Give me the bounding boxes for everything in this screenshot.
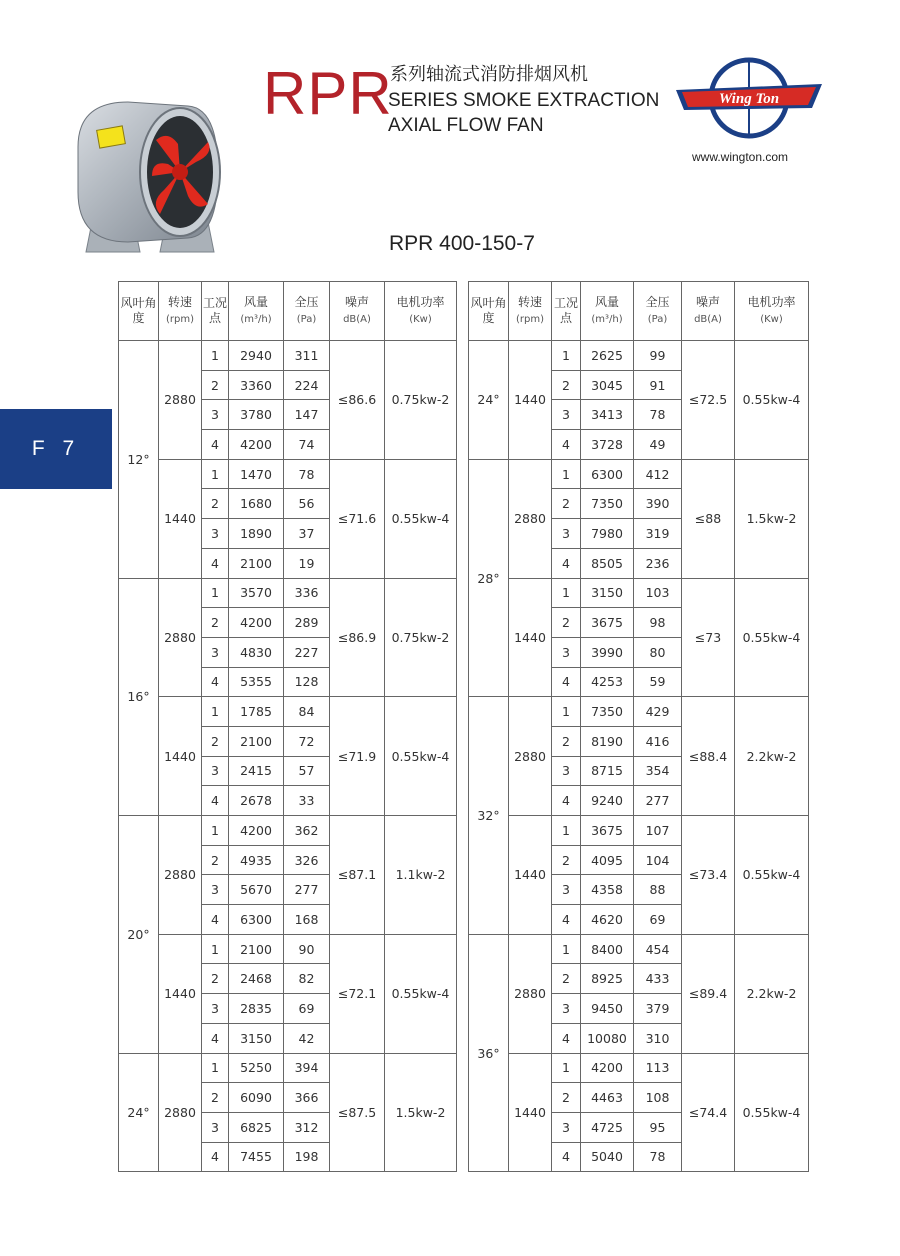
flow-cell: 3150 <box>229 1023 284 1053</box>
point-cell: 4 <box>552 1023 581 1053</box>
power-cell: 0.55kw-4 <box>385 459 457 578</box>
power-cell: 0.55kw-4 <box>735 1053 809 1172</box>
pressure-cell: 198 <box>284 1142 330 1172</box>
speed-cell: 2880 <box>159 341 202 460</box>
flow-cell: 4935 <box>229 845 284 875</box>
table-row <box>119 816 457 846</box>
point-cell: 2 <box>202 489 229 519</box>
header-point: 工况点 <box>552 282 581 341</box>
performance-table-right <box>468 281 809 1172</box>
flow-cell: 7350 <box>581 489 634 519</box>
point-cell: 2 <box>202 964 229 994</box>
point-cell: 1 <box>202 341 229 371</box>
point-cell: 3 <box>552 519 581 549</box>
flow-cell: 2625 <box>581 341 634 371</box>
flow-cell: 8505 <box>581 548 634 578</box>
speed-cell: 2880 <box>509 459 552 578</box>
header-noise: 噪声 dB(A) <box>330 282 385 341</box>
point-cell: 2 <box>202 845 229 875</box>
header-pressure: 全压 (Pa) <box>284 282 330 341</box>
point-cell: 1 <box>552 459 581 489</box>
pressure-cell: 91 <box>634 370 682 400</box>
point-cell: 2 <box>202 1083 229 1113</box>
power-cell: 1.5kw-2 <box>385 1053 457 1172</box>
table-header-row <box>469 282 809 341</box>
flow-cell: 4463 <box>581 1083 634 1113</box>
pressure-cell: 33 <box>284 786 330 816</box>
header-angle: 风叶角度 <box>469 282 509 341</box>
pressure-cell: 88 <box>634 875 682 905</box>
flow-cell: 3150 <box>581 578 634 608</box>
pressure-cell: 19 <box>284 548 330 578</box>
point-cell: 3 <box>552 875 581 905</box>
pressure-cell: 113 <box>634 1053 682 1083</box>
power-cell: 0.75kw-2 <box>385 341 457 460</box>
header-pressure: 全压 (Pa) <box>634 282 682 341</box>
pressure-cell: 310 <box>634 1023 682 1053</box>
point-cell: 2 <box>552 726 581 756</box>
flow-cell: 4253 <box>581 667 634 697</box>
flow-cell: 5040 <box>581 1142 634 1172</box>
flow-cell: 4200 <box>581 1053 634 1083</box>
flow-cell: 1785 <box>229 697 284 727</box>
table-row <box>469 341 809 371</box>
header-power: 电机功率 (Kw) <box>735 282 809 341</box>
noise-cell: ≤71.6 <box>330 459 385 578</box>
header-flow: 风量 (m³/h) <box>229 282 284 341</box>
pressure-cell: 454 <box>634 934 682 964</box>
title-english-line1: SERIES SMOKE EXTRACTION <box>388 90 660 111</box>
pressure-cell: 98 <box>634 608 682 638</box>
angle-cell: 32° <box>469 697 509 935</box>
point-cell: 4 <box>202 667 229 697</box>
point-cell: 4 <box>202 786 229 816</box>
speed-cell: 1440 <box>159 934 202 1053</box>
power-cell: 1.5kw-2 <box>735 459 809 578</box>
speed-cell: 1440 <box>509 816 552 935</box>
table-row <box>119 578 457 608</box>
point-cell: 1 <box>552 578 581 608</box>
point-cell: 1 <box>552 1053 581 1083</box>
speed-cell: 2880 <box>159 816 202 935</box>
point-cell: 4 <box>202 548 229 578</box>
table-row <box>469 459 809 489</box>
point-cell: 1 <box>552 934 581 964</box>
pressure-cell: 277 <box>284 875 330 905</box>
flow-cell: 4200 <box>229 816 284 846</box>
point-cell: 3 <box>202 994 229 1024</box>
svg-text:Wing Ton: Wing Ton <box>718 91 780 107</box>
pressure-cell: 147 <box>284 400 330 430</box>
point-cell: 4 <box>552 667 581 697</box>
speed-cell: 1440 <box>159 459 202 578</box>
pressure-cell: 416 <box>634 726 682 756</box>
flow-cell: 7455 <box>229 1142 284 1172</box>
point-cell: 2 <box>202 370 229 400</box>
flow-cell: 6300 <box>229 905 284 935</box>
noise-cell: ≤88.4 <box>682 697 735 816</box>
noise-cell: ≤74.4 <box>682 1053 735 1172</box>
point-cell: 4 <box>552 786 581 816</box>
point-cell: 1 <box>202 578 229 608</box>
flow-cell: 6300 <box>581 459 634 489</box>
pressure-cell: 80 <box>634 637 682 667</box>
pressure-cell: 74 <box>284 430 330 460</box>
point-cell: 4 <box>552 548 581 578</box>
pressure-cell: 311 <box>284 341 330 371</box>
angle-cell: 24° <box>119 1053 159 1172</box>
flow-cell: 4725 <box>581 1112 634 1142</box>
pressure-cell: 103 <box>634 578 682 608</box>
header-flow: 风量 (m³/h) <box>581 282 634 341</box>
flow-cell: 3360 <box>229 370 284 400</box>
noise-cell: ≤71.9 <box>330 697 385 816</box>
wington-logo <box>676 54 822 146</box>
pressure-cell: 326 <box>284 845 330 875</box>
flow-cell: 5250 <box>229 1053 284 1083</box>
flow-cell: 5355 <box>229 667 284 697</box>
pressure-cell: 72 <box>284 726 330 756</box>
flow-cell: 2100 <box>229 548 284 578</box>
pressure-cell: 69 <box>634 905 682 935</box>
flow-cell: 1680 <box>229 489 284 519</box>
point-cell: 2 <box>552 845 581 875</box>
power-cell: 0.55kw-4 <box>385 934 457 1053</box>
flow-cell: 10080 <box>581 1023 634 1053</box>
pressure-cell: 336 <box>284 578 330 608</box>
angle-cell: 28° <box>469 459 509 697</box>
point-cell: 3 <box>552 637 581 667</box>
flow-cell: 4200 <box>229 430 284 460</box>
pressure-cell: 412 <box>634 459 682 489</box>
flow-cell: 3780 <box>229 400 284 430</box>
pressure-cell: 227 <box>284 637 330 667</box>
point-cell: 3 <box>552 994 581 1024</box>
noise-cell: ≤72.5 <box>682 341 735 460</box>
title-english-line2: AXIAL FLOW FAN <box>388 115 544 136</box>
pressure-cell: 236 <box>634 548 682 578</box>
flow-cell: 3675 <box>581 608 634 638</box>
pressure-cell: 42 <box>284 1023 330 1053</box>
pressure-cell: 37 <box>284 519 330 549</box>
point-cell: 3 <box>202 875 229 905</box>
pressure-cell: 59 <box>634 667 682 697</box>
flow-cell: 2468 <box>229 964 284 994</box>
noise-cell: ≤87.1 <box>330 816 385 935</box>
point-cell: 1 <box>202 1053 229 1083</box>
point-cell: 4 <box>202 1023 229 1053</box>
pressure-cell: 49 <box>634 430 682 460</box>
point-cell: 1 <box>202 934 229 964</box>
point-cell: 4 <box>552 1142 581 1172</box>
flow-cell: 3990 <box>581 637 634 667</box>
point-cell: 4 <box>202 1142 229 1172</box>
table-row <box>469 578 809 608</box>
performance-table-left <box>118 281 457 1172</box>
flow-cell: 9240 <box>581 786 634 816</box>
speed-cell: 1440 <box>159 697 202 816</box>
point-cell: 3 <box>202 637 229 667</box>
table-row <box>119 934 457 964</box>
pressure-cell: 128 <box>284 667 330 697</box>
flow-cell: 4830 <box>229 637 284 667</box>
point-cell: 4 <box>552 430 581 460</box>
table-header-row <box>119 282 457 341</box>
angle-cell: 20° <box>119 816 159 1054</box>
flow-cell: 1470 <box>229 459 284 489</box>
table-row <box>119 1053 457 1083</box>
pressure-cell: 56 <box>284 489 330 519</box>
point-cell: 2 <box>552 1083 581 1113</box>
flow-cell: 2835 <box>229 994 284 1024</box>
flow-cell: 1890 <box>229 519 284 549</box>
speed-cell: 1440 <box>509 578 552 697</box>
speed-cell: 2880 <box>509 697 552 816</box>
pressure-cell: 433 <box>634 964 682 994</box>
pressure-cell: 82 <box>284 964 330 994</box>
flow-cell: 3570 <box>229 578 284 608</box>
flow-cell: 6825 <box>229 1112 284 1142</box>
pressure-cell: 224 <box>284 370 330 400</box>
noise-cell: ≤86.9 <box>330 578 385 697</box>
speed-cell: 2880 <box>159 1053 202 1172</box>
power-cell: 1.1kw-2 <box>385 816 457 935</box>
point-cell: 1 <box>202 816 229 846</box>
flow-cell: 8190 <box>581 726 634 756</box>
power-cell: 2.2kw-2 <box>735 934 809 1053</box>
pressure-cell: 277 <box>634 786 682 816</box>
pressure-cell: 390 <box>634 489 682 519</box>
flow-cell: 6090 <box>229 1083 284 1113</box>
table-row <box>469 697 809 727</box>
pressure-cell: 107 <box>634 816 682 846</box>
point-cell: 3 <box>202 756 229 786</box>
pressure-cell: 289 <box>284 608 330 638</box>
noise-cell: ≤87.5 <box>330 1053 385 1172</box>
point-cell: 3 <box>202 400 229 430</box>
angle-cell: 12° <box>119 341 159 579</box>
point-cell: 4 <box>202 905 229 935</box>
flow-cell: 2100 <box>229 934 284 964</box>
pressure-cell: 69 <box>284 994 330 1024</box>
noise-cell: ≤73 <box>682 578 735 697</box>
pressure-cell: 429 <box>634 697 682 727</box>
point-cell: 1 <box>552 341 581 371</box>
point-cell: 2 <box>552 964 581 994</box>
section-tab: F 7 <box>0 409 112 489</box>
pressure-cell: 362 <box>284 816 330 846</box>
noise-cell: ≤86.6 <box>330 341 385 460</box>
point-cell: 3 <box>202 519 229 549</box>
header-speed: 转速 (rpm) <box>159 282 202 341</box>
power-cell: 0.55kw-4 <box>735 578 809 697</box>
fan-product-photo <box>68 92 228 260</box>
flow-cell: 4620 <box>581 905 634 935</box>
noise-cell: ≤89.4 <box>682 934 735 1053</box>
flow-cell: 2100 <box>229 726 284 756</box>
flow-cell: 8400 <box>581 934 634 964</box>
flow-cell: 8925 <box>581 964 634 994</box>
brand-title: RPR <box>263 60 393 127</box>
flow-cell: 8715 <box>581 756 634 786</box>
table-row <box>469 816 809 846</box>
pressure-cell: 78 <box>634 1142 682 1172</box>
power-cell: 0.55kw-4 <box>385 697 457 816</box>
table-row <box>119 341 457 371</box>
point-cell: 3 <box>552 1112 581 1142</box>
pressure-cell: 366 <box>284 1083 330 1113</box>
title-chinese: 系列轴流式消防排烟风机 <box>390 64 588 85</box>
point-cell: 2 <box>202 726 229 756</box>
pressure-cell: 354 <box>634 756 682 786</box>
point-cell: 3 <box>202 1112 229 1142</box>
flow-cell: 4200 <box>229 608 284 638</box>
speed-cell: 1440 <box>509 341 552 460</box>
pressure-cell: 99 <box>634 341 682 371</box>
point-cell: 1 <box>552 697 581 727</box>
header-point: 工况点 <box>202 282 229 341</box>
flow-cell: 2940 <box>229 341 284 371</box>
power-cell: 0.55kw-4 <box>735 341 809 460</box>
point-cell: 4 <box>552 905 581 935</box>
pressure-cell: 57 <box>284 756 330 786</box>
pressure-cell: 394 <box>284 1053 330 1083</box>
noise-cell: ≤72.1 <box>330 934 385 1053</box>
pressure-cell: 95 <box>634 1112 682 1142</box>
pressure-cell: 84 <box>284 697 330 727</box>
pressure-cell: 78 <box>284 459 330 489</box>
flow-cell: 9450 <box>581 994 634 1024</box>
pressure-cell: 379 <box>634 994 682 1024</box>
pressure-cell: 104 <box>634 845 682 875</box>
point-cell: 2 <box>552 489 581 519</box>
pressure-cell: 312 <box>284 1112 330 1142</box>
power-cell: 2.2kw-2 <box>735 697 809 816</box>
header-power: 电机功率 (Kw) <box>385 282 457 341</box>
table-row <box>119 697 457 727</box>
flow-cell: 3728 <box>581 430 634 460</box>
speed-cell: 2880 <box>159 578 202 697</box>
pressure-cell: 108 <box>634 1083 682 1113</box>
table-row <box>469 934 809 964</box>
point-cell: 4 <box>202 430 229 460</box>
header-speed: 转速 (rpm) <box>509 282 552 341</box>
point-cell: 3 <box>552 756 581 786</box>
point-cell: 1 <box>202 459 229 489</box>
point-cell: 1 <box>552 816 581 846</box>
point-cell: 3 <box>552 400 581 430</box>
power-cell: 0.75kw-2 <box>385 578 457 697</box>
point-cell: 2 <box>552 608 581 638</box>
model-number: RPR 400-150-7 <box>389 232 535 255</box>
angle-cell: 36° <box>469 934 509 1172</box>
pressure-cell: 90 <box>284 934 330 964</box>
noise-cell: ≤88 <box>682 459 735 578</box>
point-cell: 2 <box>552 370 581 400</box>
flow-cell: 2415 <box>229 756 284 786</box>
flow-cell: 3045 <box>581 370 634 400</box>
flow-cell: 4095 <box>581 845 634 875</box>
pressure-cell: 78 <box>634 400 682 430</box>
flow-cell: 5670 <box>229 875 284 905</box>
flow-cell: 3675 <box>581 816 634 846</box>
table-row <box>119 459 457 489</box>
speed-cell: 2880 <box>509 934 552 1053</box>
website-url: www.wington.com <box>692 150 789 164</box>
angle-cell: 24° <box>469 341 509 460</box>
point-cell: 2 <box>202 608 229 638</box>
flow-cell: 4358 <box>581 875 634 905</box>
pressure-cell: 319 <box>634 519 682 549</box>
power-cell: 0.55kw-4 <box>735 816 809 935</box>
flow-cell: 7980 <box>581 519 634 549</box>
flow-cell: 3413 <box>581 400 634 430</box>
speed-cell: 1440 <box>509 1053 552 1172</box>
angle-cell: 16° <box>119 578 159 816</box>
pressure-cell: 168 <box>284 905 330 935</box>
noise-cell: ≤73.4 <box>682 816 735 935</box>
table-row <box>469 1053 809 1083</box>
point-cell: 1 <box>202 697 229 727</box>
flow-cell: 7350 <box>581 697 634 727</box>
flow-cell: 2678 <box>229 786 284 816</box>
header-noise: 噪声 dB(A) <box>682 282 735 341</box>
header-angle: 风叶角度 <box>119 282 159 341</box>
